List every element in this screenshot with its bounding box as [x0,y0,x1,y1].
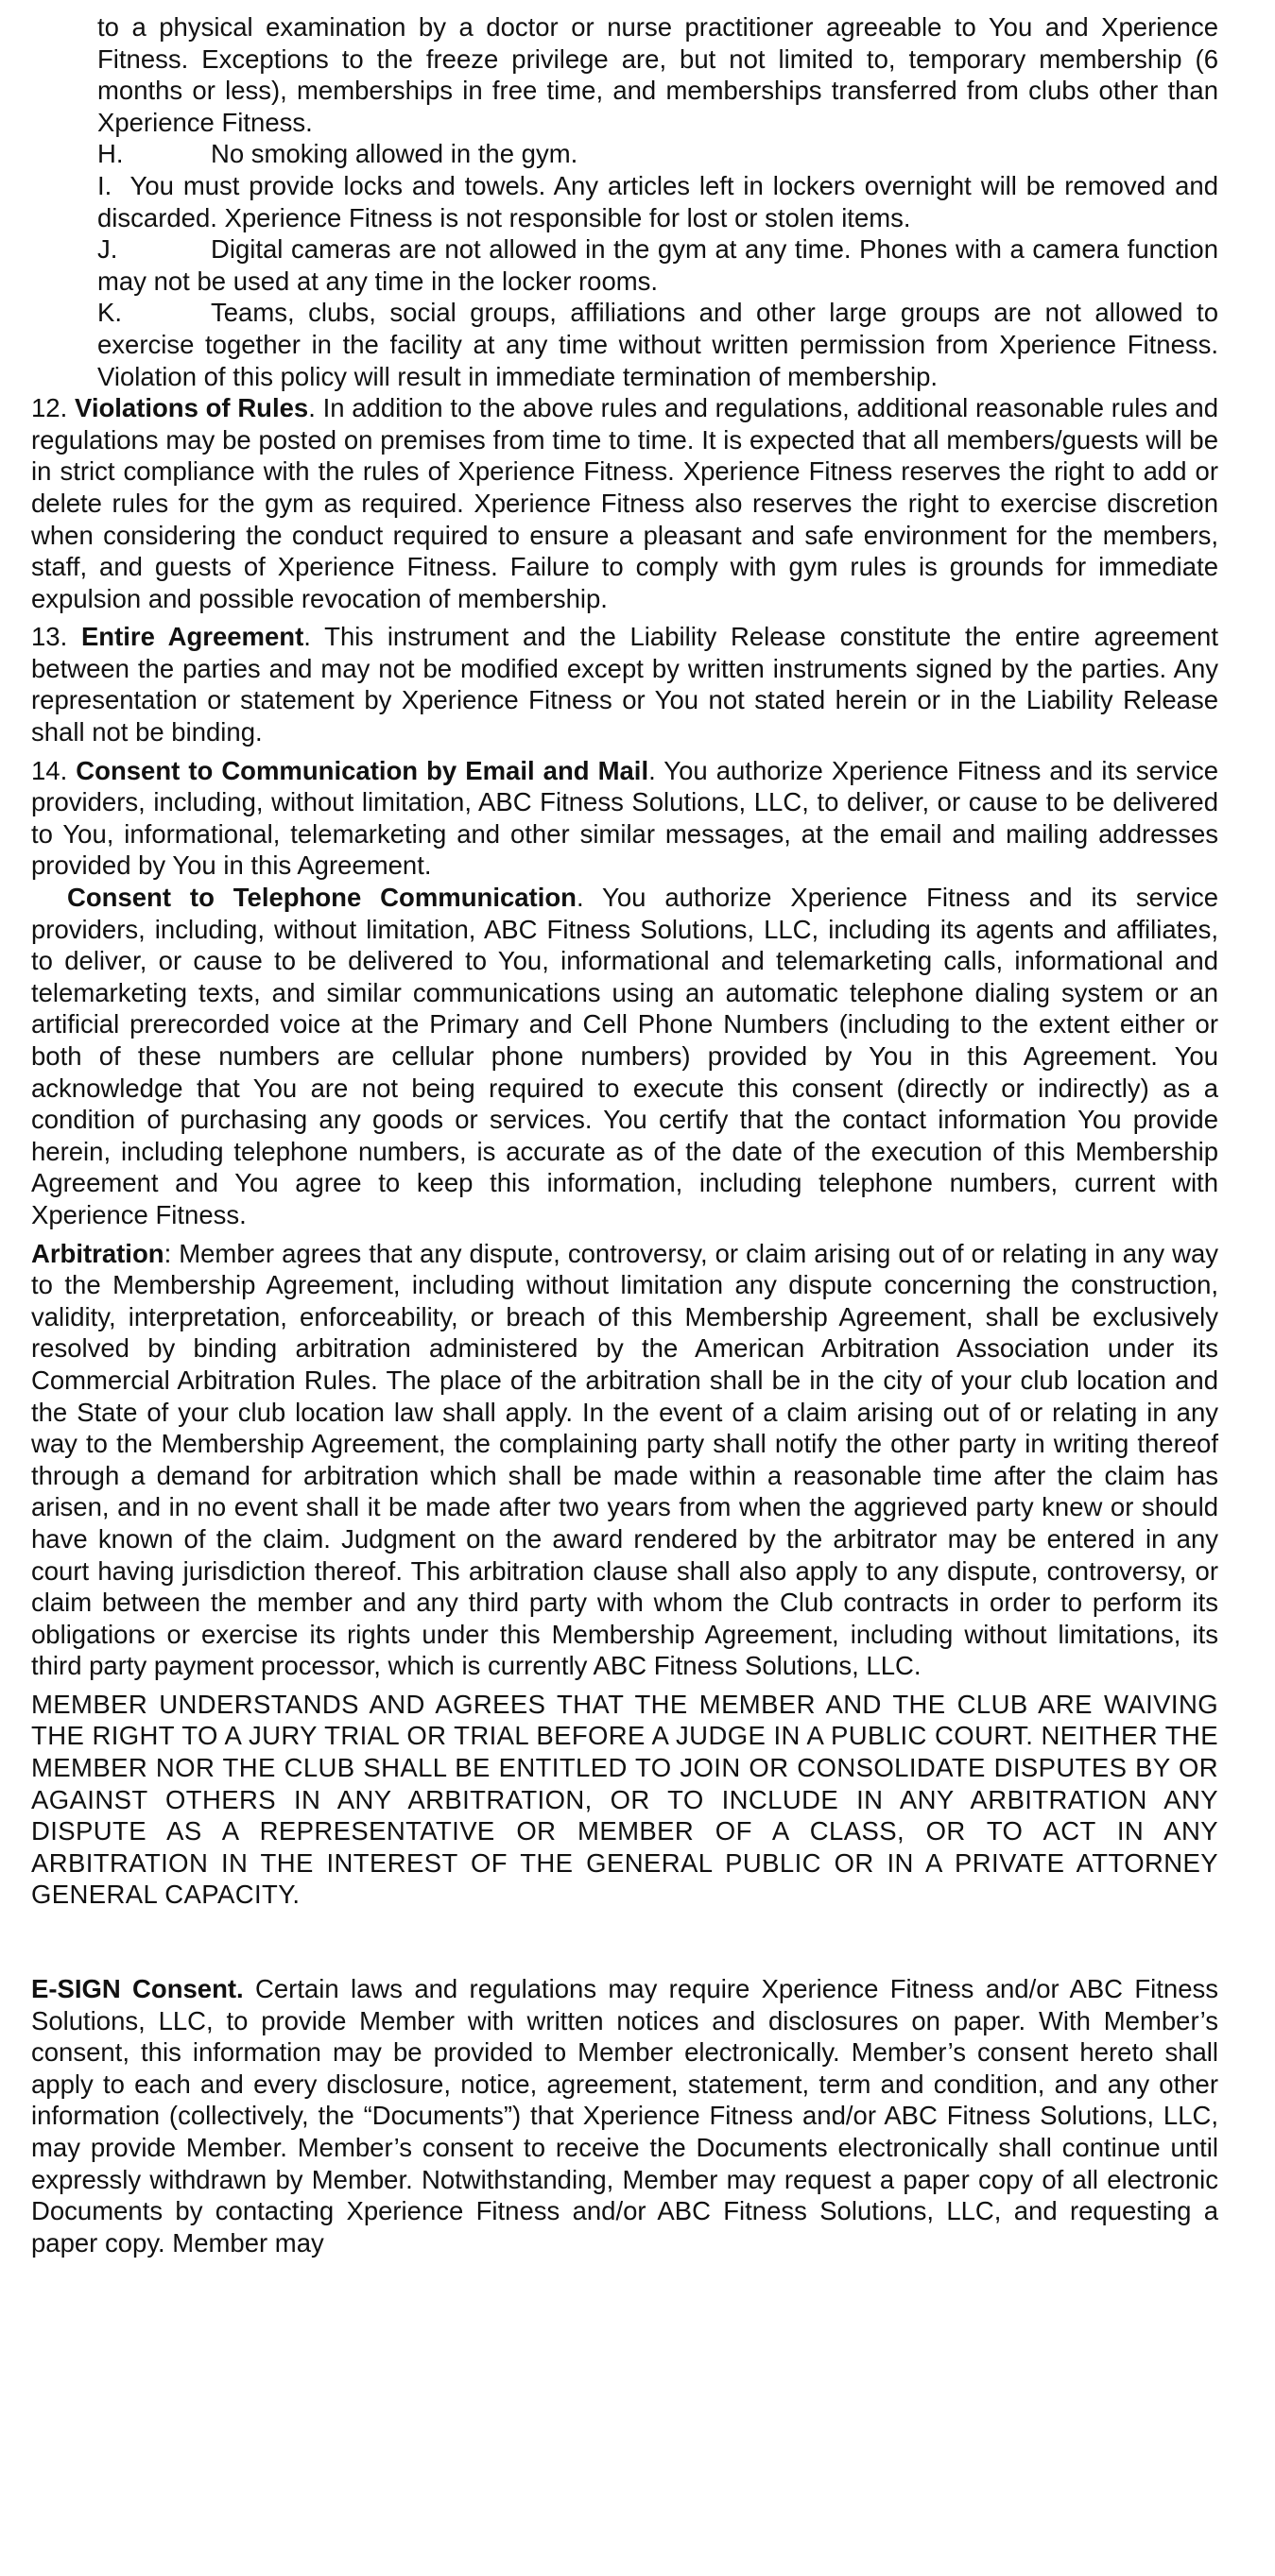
section-14-number: 14. [31,755,68,785]
section-13 [31,621,1218,747]
esign-text: Certain laws and regulations may require Xperience Fitness and/or ABC Fitness Solutions, LLC, to provide Member with written notices and disclosures on paper. With Member’s consent, this information may be provided to Member electronically. Member’s consent hereto shall apply to each and every disclosure, notice, agreement, statement, term and condition, and any other information (collectively, the “Documents”) that Xperience Fitness and/or ABC Fitness Solutions, LLC, may provide Member. Member’s consent to receive the Documents electronically shall continue until expressly withdrawn by Member. Notwithstanding, Member may request a paper copy of all electronic Documents by contacting Xperience Fitness and/or ABC Fitness Solutions, LLC, and requesting a paper copy. Member may [31,1974,1218,2258]
telephone-consent [31,882,1218,1231]
rule-j [31,233,1218,297]
rule-k-label: K. [97,298,122,328]
section-14-text: . You authorize Xperience Fitness and its service providers, including, without limitation, ABC Fitness Solutions, LLC, to deliver, or cause to be delivered to You, informational, telemarketing and other similar messages, at the email and mailing addresses provided by You in this Agreement. [31,755,1218,881]
rule-g-continuation: to a physical examination by a doctor or nurse practitioner agreeable to You and Xperience Fitness. Exceptions to the freeze privilege are, but not limited to, temporary membership (6 months or less), memberships in free time, and memberships transferred from clubs other than Xperience Fitness. [97,12,1218,137]
section-14-heading: Consent to Communication by Email and Mail [76,755,649,785]
section-13-heading: Entire Agreement [80,622,304,652]
rule-k-text: Teams, clubs, social groups, affiliations and other large groups are not allowed to exercise together in the facility at any time without written permission from Xperience Fitness. Violation of this policy will result in immediate termination of membership. [97,298,1218,391]
rule-j-label: J. [97,234,118,265]
section-14 [31,755,1218,882]
rule-i [31,170,1218,233]
section-12 [31,392,1218,614]
section-12-number: 12. [31,393,68,423]
esign-heading: E-SIGN Consent. [31,1974,244,2004]
rule-h [31,138,1218,170]
rule-h-label: H. [97,139,124,169]
jury-waiver: MEMBER UNDERSTANDS AND AGREES THAT THE MEMBER AND THE CLUB ARE WAIVING THE RIGHT TO A JURY TRIAL OR TRIAL BEFORE A JUDGE IN A PUBLIC COURT. NEITHER THE MEMBER NOR THE CLUB SHALL BE ENTITLED TO JOIN OR CONSOLIDATE DISPUTES BY OR AGAINST OTHERS IN ANY ARBITRATION, OR TO INCLUDE IN ANY ARBITRATION ANY DISPUTE AS A REPRESENTATIVE OR MEMBER OF A CLASS, OR TO ACT IN ANY ARBITRATION IN THE INTEREST OF THE GENERAL PUBLIC OR IN A PRIVATE ATTORNEY GENERAL CAPACITY. [31,1689,1218,1910]
section-12-heading: Violations of Rules [74,393,309,423]
rule-j-text: Digital cameras are not allowed in the gym at any time. Phones with a camera function may not be used at any time in the locker rooms. [97,234,1218,296]
section-spacer [31,1911,1218,1973]
arbitration-heading: Arbitration [31,1238,164,1268]
telephone-consent-heading: Consent to Telephone Communication [67,883,577,913]
rule-k [31,297,1218,392]
rule-i-text: You must provide locks and towels. Any articles left in lockers overnight will be removed and discarded. Xperience Fitness is not responsible for lost or stolen items. [97,170,1218,232]
arbitration-text: : Member agrees that any dispute, controversy, or claim arising out of or relating in any way to the Membership Agreement, including without limitation any dispute concerning the construction, validity, interpretation, enforceability, or breach of this Membership Agreement, shall be exclusively resolved by binding arbitration administered by the American Arbitration Association under its Commercial Arbitration Rules. The place of the arbitration shall be in the city of your club location and the State of your club location law shall apply. In the event of a claim arising out of or relating in any way to the Membership Agreement, the complaining party shall notify the other party in writing thereof through a demand for arbitration which shall be made within a reasonable time after the claim has arisen, and in no event shall it be made after two years from when the aggrieved party knew or should have known of the claim. Judgment on the award rendered by the arbitrator may be entered in any court having jurisdiction thereof. This arbitration clause shall also apply to any dispute, controversy, or claim between the member and any third party with whom the Club contracts in order to perform its obligations or exercise its rights under this Membership Agreement, including without limitations, its third party payment processor, which is currently ABC Fitness Solutions, LLC. [31,1238,1218,1681]
telephone-consent-text: . You authorize Xperience Fitness and its service providers, including, without limitation, ABC Fitness Solutions, LLC, including its agents and affiliates, to deliver, or cause to be delivered to You, informational and telemarketing calls, informational and telemarketing texts, and similar communications using an automatic telephone dialing system or an artificial prerecorded voice at the Primary and Cell Phone Numbers (including to the extent either or both of these numbers are cellular phone numbers) provided by You in this Agreement. You acknowledge that You are not being required to execute this consent (directly or indirectly) as a condition of purchasing any goods or services. You certify that the contact information You provide herein, including telephone numbers, is accurate as of the date of the execution of this Membership Agreement and You agree to keep this information, including telephone numbers, current with Xperience Fitness. [31,883,1218,1229]
section-13-number: 13. [31,622,68,652]
section-13-text: . This instrument and the Liability Release constitute the entire agreement between the parties and may not be modified except by written instruments signed by the parties. Any representation or statement by Xperience Fitness or You not stated herein or in the Liability Release shall not be binding. [31,622,1218,747]
esign-consent [31,1973,1218,2258]
arbitration [31,1238,1218,1682]
rule-h-text: No smoking allowed in the gym. [211,139,578,169]
rule-i-label: I. [97,170,112,200]
section-12-text: . In addition to the above rules and regulations, additional reasonable rules and regulations may be posted on premises from time to time. It is expected that all members/guests will be in strict compliance with the rules of Xperience Fitness. Xperience Fitness reserves the right to add or delete rules for the gym as required. Xperience Fitness also reserves the right to exercise discretion when considering the conduct required to ensure a pleasant and safe environment for the members, staff, and guests of Xperience Fitness. Failure to comply with gym rules is grounds for immediate expulsion and possible revocation of membership. [31,393,1219,613]
